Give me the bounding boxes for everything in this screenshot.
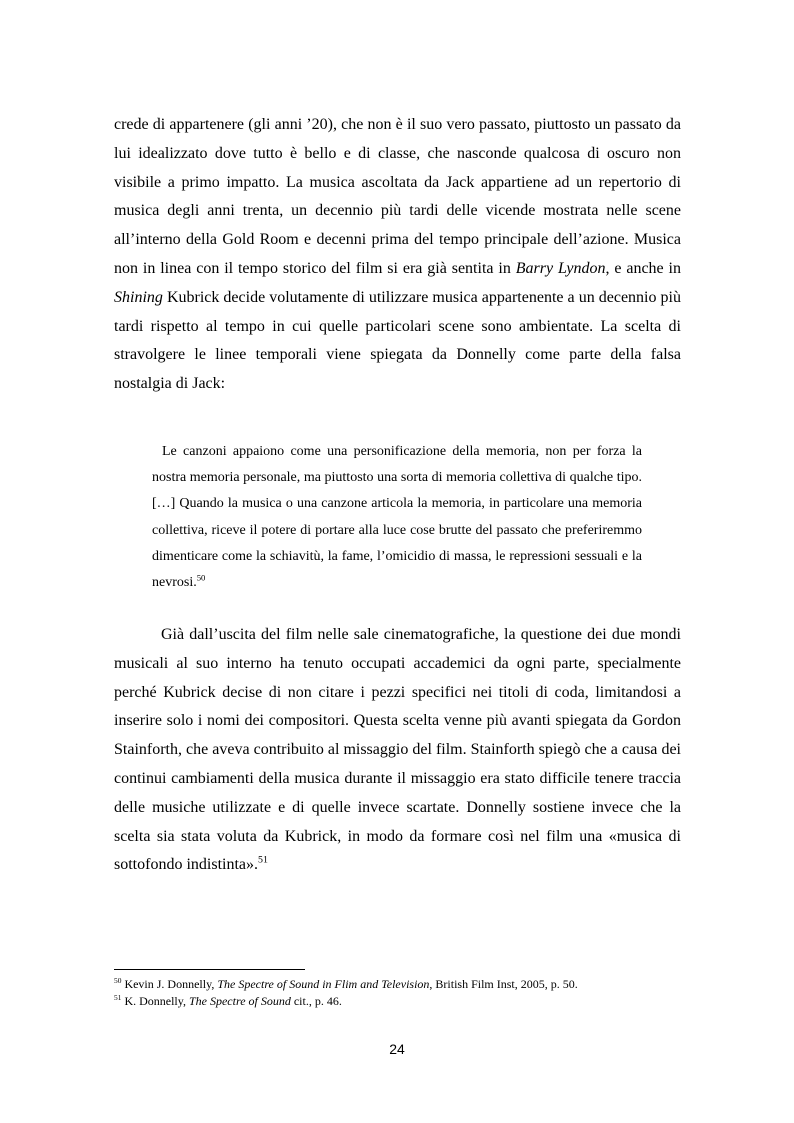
footnote-text: Kevin J. Donnelly, <box>124 977 218 991</box>
body-paragraph <box>114 111 681 399</box>
page-number: 24 <box>389 1041 405 1057</box>
film-title: Shining <box>114 288 163 306</box>
footnote-title: The Spectre of Sound in Flim and Television <box>217 977 430 991</box>
footnote-reference[interactable]: 51 <box>258 855 268 867</box>
footnote-title: The Spectre of Sound <box>188 994 291 1008</box>
film-title: Barry Lyndon <box>515 259 606 277</box>
footnote-text: , British Film Inst, 2005, p. 50. <box>429 977 578 991</box>
footnote-number: 50 <box>114 976 122 985</box>
quote-text: Le canzoni appaiono come una personificazione della memoria, non per forza la nostra memoria personale, ma piuttosto una sorta di memoria collettiva di qualche tipo. […] Quando la musica o una canzone articola la memoria, in particolare una memoria collettiva, riceve il potere di portare alla luce cose brutte del passato che preferiremmo dimenticare come la schiavitù, la fame, l’omicidio di massa, le repressioni sessuali e la nevrosi. <box>152 444 642 591</box>
footnote-text: cit., p. 46. <box>290 994 342 1008</box>
paragraph-text: Kubrick decide volutamente di utilizzare musica appartenente a un decennio più tardi rispetto al tempo in cui quelle particolari scene sono ambientate. La scelta di stravolgere le linee temporali viene spiegata da Donnelly come parte della falsa nostalgia di Jack: <box>114 288 681 393</box>
footnotes <box>114 976 681 1010</box>
footnote-text: K. Donnelly, <box>124 994 189 1008</box>
footnote-separator <box>114 969 305 970</box>
paragraph-text: crede di appartenere (gli anni ’20), che non è il suo vero passato, piuttosto un passato da lui idealizzato dove tutto è bello e di classe, che nasconde qualcosa di oscuro non visibile a primo impatto. La musica ascoltata da Jack appartiene ad un repertorio di musica degli anni trenta, un decennio più tardi delle vicende mostrata nelle scene all’interno della Gold Room e decenni prima del tempo principale dell’azione. Musica non in linea con il tempo storico del film si era già sentita in <box>114 116 681 277</box>
footnote <box>114 976 681 993</box>
footnote <box>114 993 681 1010</box>
footnote-reference[interactable]: 50 <box>196 572 206 583</box>
paragraph-text: Già dall’uscita del film nelle sale cinematografiche, la questione dei due mondi musicali al suo interno ha tenuto occupati accademici da ogni parte, specialmente perché Kubrick decise di non citare i pezzi specifici nei titoli di coda, limitandosi a inserire solo i nomi dei compositori. Questa scelta venne più avanti spiegata da Gordon Stainforth, che aveva contribuito al missaggio del film. Stainforth spiegò che a causa dei continui cambiamenti della musica durante il missaggio era stato difficile tenere traccia delle musiche utilizzate e di quelle invece scartate. Donnelly sostiene invece che la scelta sia stata voluta da Kubrick, in modo da formare così nel film una «musica di sottofondo indistinta». <box>114 626 681 874</box>
paragraph-text: , e anche in <box>605 259 681 277</box>
body-paragraph <box>114 621 681 880</box>
footnote-number: 51 <box>114 993 122 1002</box>
block-quote <box>152 439 642 596</box>
